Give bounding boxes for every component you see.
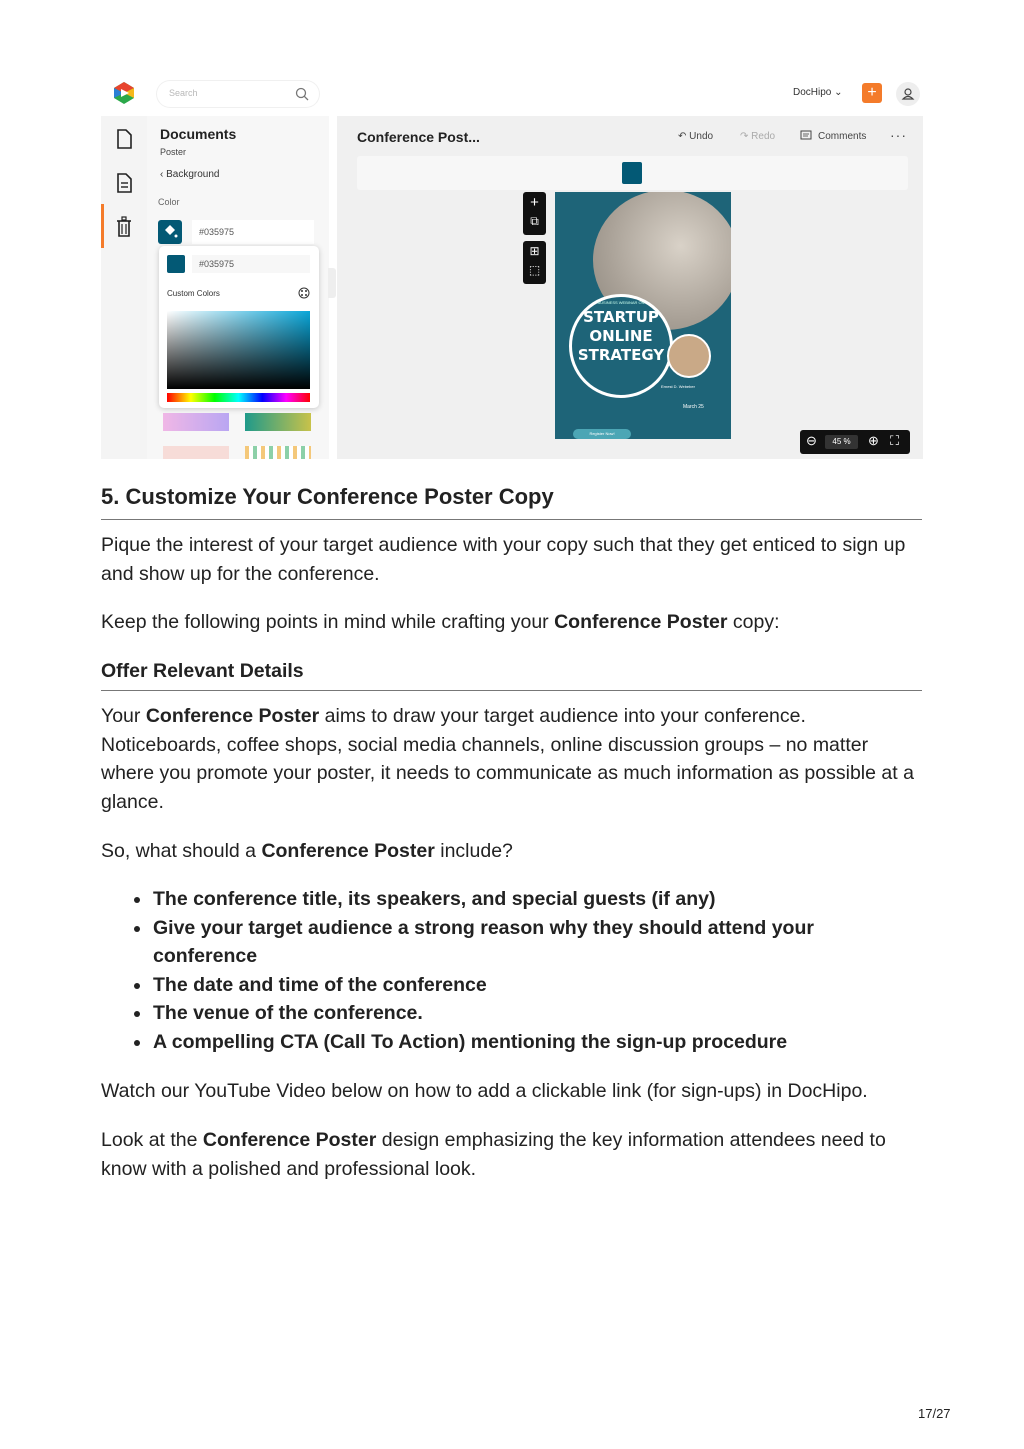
speaker-photo (667, 334, 711, 378)
dochipo-logo-icon (112, 81, 136, 105)
current-color-swatch (167, 255, 185, 273)
user-icon (896, 82, 920, 106)
zoom-out-icon[interactable]: ⊖ (806, 433, 817, 448)
section-heading: 5. Customize Your Conference Poster Copy (101, 484, 554, 509)
zoom-control (800, 430, 910, 454)
page-number: 17/27 (918, 1406, 951, 1421)
redo-button[interactable]: ↷ Redo (740, 131, 776, 142)
editor-topbar (101, 72, 923, 116)
pattern-swatch[interactable] (245, 446, 311, 459)
trash-icon[interactable] (114, 216, 134, 238)
saturation-picker[interactable] (167, 311, 310, 389)
back-to-background-link[interactable]: ‹ Background (160, 169, 220, 180)
details-paragraph: Your Conference Poster aims to draw your target audience into your conference. Noticeboards, coffee shops, social media channels, online discussion groups – no matter where you promote your poster, it needs to communicate as much information as possible at a glance. (101, 705, 914, 813)
popover-hex-input[interactable]: #035975 (192, 255, 310, 273)
duplicate-page-icon[interactable]: ⧉ (530, 214, 539, 228)
select-area-icon[interactable]: ⬚ (528, 263, 541, 277)
gradient-swatch[interactable] (245, 413, 311, 431)
fill-color-button[interactable] (158, 220, 182, 244)
panel-subtitle: Poster (160, 147, 187, 157)
poster-register-button: Register Now! (573, 429, 631, 439)
video-paragraph: Watch our YouTube Video below on how to add a clickable link (for sign-ups) in DocHipo. (101, 1080, 868, 1102)
search-input[interactable] (157, 81, 319, 107)
color-label: Color (158, 197, 180, 207)
create-new-button[interactable]: + (862, 83, 882, 103)
closing-paragraph: Look at the Conference Poster design emphasizing the key information attendees need to know with a polished and professional look. (101, 1129, 886, 1180)
list-item: Give your target audience a strong reason why they should attend your conference (153, 914, 883, 971)
custom-colors-label: Custom Colors (167, 289, 220, 298)
icon-rail (101, 116, 147, 459)
zoom-in-icon[interactable]: ⊕ (868, 433, 879, 448)
points-intro-paragraph: Keep the following points in mind while crafting your Conference Poster copy: (101, 611, 780, 633)
hue-slider[interactable] (167, 393, 310, 402)
document-edit-icon[interactable] (114, 172, 134, 194)
search-icon[interactable] (295, 87, 309, 101)
page-color-bar (357, 156, 908, 190)
add-page-toolbar (523, 192, 546, 235)
list-item: The venue of the conference. (153, 999, 883, 1028)
include-question-paragraph: So, what should a Conference Poster include? (101, 840, 513, 862)
undo-button[interactable]: ↶ Undo (678, 131, 714, 142)
comments-button[interactable]: Comments (818, 131, 867, 142)
subsection-heading: Offer Relevant Details (101, 660, 304, 682)
paint-bucket-icon (158, 220, 182, 244)
subheading-divider (101, 690, 922, 691)
poster-kicker: BUSINESS WEBINAR ON (597, 300, 645, 305)
add-page-icon[interactable]: + (530, 194, 539, 211)
conference-poster[interactable] (555, 192, 731, 439)
editor-screenshot (101, 72, 923, 459)
poster-date: March 25 (683, 404, 704, 410)
canvas-area (337, 116, 923, 459)
heading-divider (101, 519, 922, 520)
grid-icon[interactable]: ⊞ (529, 244, 540, 258)
pattern-swatch[interactable] (163, 446, 229, 459)
hex-color-field[interactable]: #035975 (192, 220, 314, 244)
user-avatar-button[interactable] (896, 82, 920, 106)
list-item: A compelling CTA (Call To Action) mentioning the sign-up procedure (153, 1028, 883, 1057)
intro-paragraph: Pique the interest of your target audience with your copy such that they get enticed to sign up and show up for the conference. (101, 534, 906, 585)
collapse-panel-handle[interactable] (328, 268, 336, 298)
gradient-swatch[interactable] (163, 413, 229, 431)
account-dropdown[interactable]: DocHipo ⌄ (793, 87, 843, 98)
poster-content-list (153, 885, 883, 1056)
rail-active-indicator (101, 204, 104, 248)
list-item: The date and time of the conference (153, 971, 883, 1000)
panel-title: Documents (160, 126, 237, 142)
speaker-name: Ernest D. Webeber (661, 384, 695, 389)
comment-icon[interactable] (800, 130, 812, 142)
more-options-button[interactable]: ··· (890, 127, 907, 143)
list-item: The conference title, its speakers, and special guests (if any) (153, 885, 883, 914)
document-title[interactable]: Conference Post... (357, 129, 480, 145)
page-color-swatch[interactable] (622, 162, 642, 184)
search-placeholder: Search (169, 88, 198, 98)
palette-icon[interactable] (298, 287, 310, 299)
documents-icon[interactable] (114, 128, 134, 150)
background-panel (147, 116, 329, 459)
color-picker-popover (159, 246, 319, 408)
poster-headline: STARTUP ONLINE STRATEGY (577, 308, 665, 364)
fullscreen-icon[interactable]: ⛶ (890, 433, 900, 448)
layout-toolbar (523, 241, 546, 284)
zoom-level[interactable]: 45 % (825, 435, 858, 449)
